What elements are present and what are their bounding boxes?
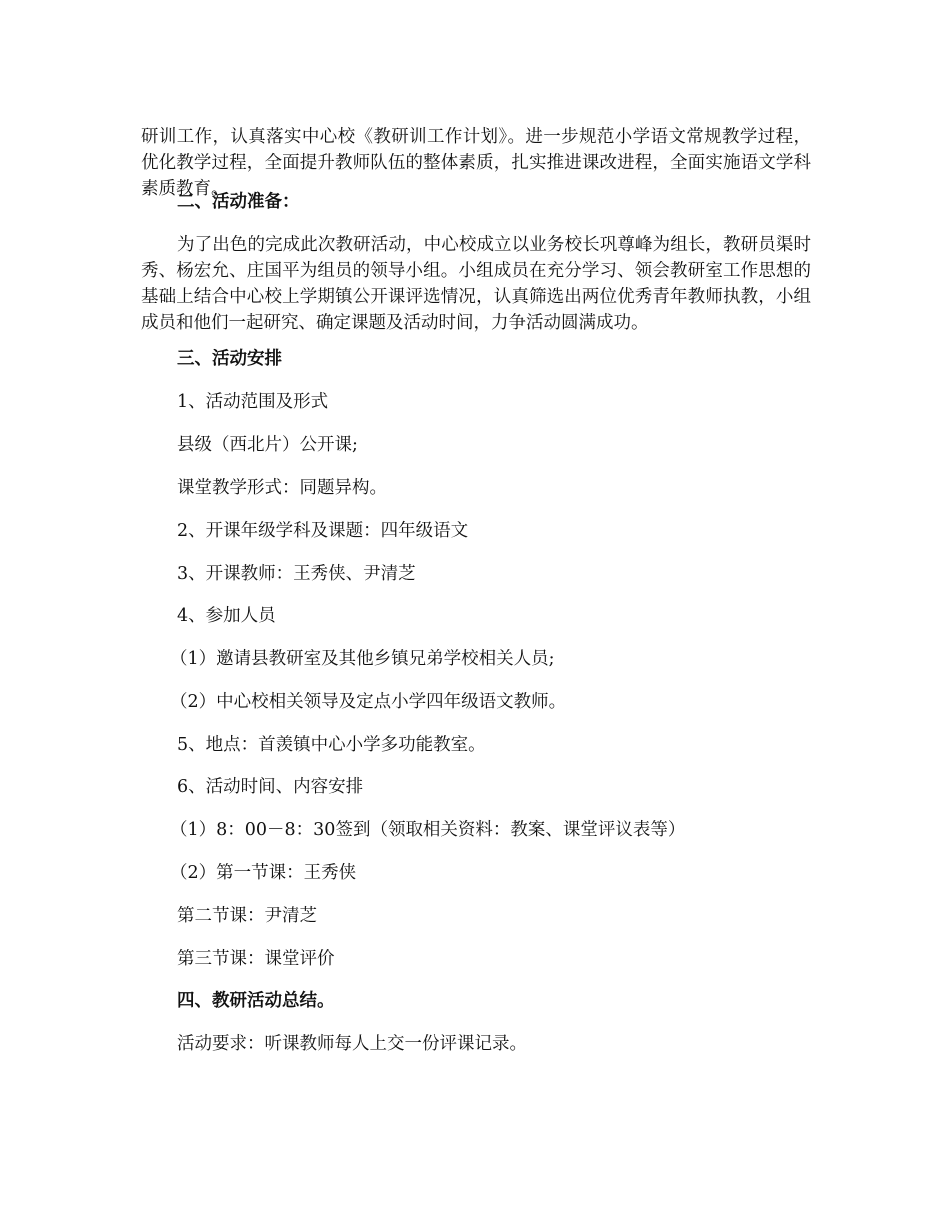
item-schedule-title: 6、活动时间、内容安排 bbox=[177, 777, 364, 797]
intro-paragraph: 研训工作，认真落实中心校《教研训工作计划》。进一步规范小学语文常规教学过程，优化教学过程，全面提升教师队伍的整体素质，扎实推进课改进程，全面实施语文学科素质教育。 bbox=[141, 127, 811, 199]
item-location: 5、地点：首羡镇中心小学多功能教室。 bbox=[177, 735, 486, 755]
activity-requirement: 活动要求：听课教师每人上交一份评课记录。 bbox=[177, 1034, 527, 1054]
section-heading-arrangement: 三、活动安排 bbox=[177, 349, 282, 369]
item-schedule-2: （2）第一节课：王秀侠 bbox=[170, 863, 357, 883]
item-scope-level: 县级（西北片）公开课; bbox=[177, 435, 358, 455]
item-schedule-4: 第三节课：课堂评价 bbox=[177, 949, 335, 969]
item-participants-1: （1）邀请县教研室及其他乡镇兄弟学校相关人员; bbox=[170, 649, 555, 669]
item-scope-form: 课堂教学形式：同题异构。 bbox=[177, 478, 387, 498]
item-scope-title: 1、活动范围及形式 bbox=[177, 392, 329, 412]
section-heading-preparation: 二、活动准备： bbox=[177, 192, 300, 212]
item-grade-subject: 2、开课年级学科及课题：四年级语文 bbox=[177, 521, 469, 541]
section-heading-summary: 四、教研活动总结。 bbox=[177, 991, 335, 1011]
item-participants-2: （2）中心校相关领导及定点小学四年级语文教师。 bbox=[170, 692, 567, 712]
item-participants-title: 4、参加人员 bbox=[177, 606, 276, 626]
item-schedule-1: （1）8：00－8：30签到（领取相关资料：教案、课堂评议表等） bbox=[170, 820, 686, 840]
item-teachers: 3、开课教师：王秀侠、尹清芝 bbox=[177, 564, 416, 584]
preparation-paragraph: 为了出色的完成此次教研活动，中心校成立以业务校长巩尊峰为组长，教研员渠时秀、杨宏允、庄国平为组员的领导小组。小组成员在充分学习、领会教研室工作思想的基础上结合中心校上学期镇公开课评选情况，认真筛选出两位优秀青年教师执教，小组成员和他们一起研究、确定课题及活动时间，力争活动圆满成功。 bbox=[141, 235, 811, 333]
item-schedule-3: 第二节课：尹清芝 bbox=[177, 906, 317, 926]
